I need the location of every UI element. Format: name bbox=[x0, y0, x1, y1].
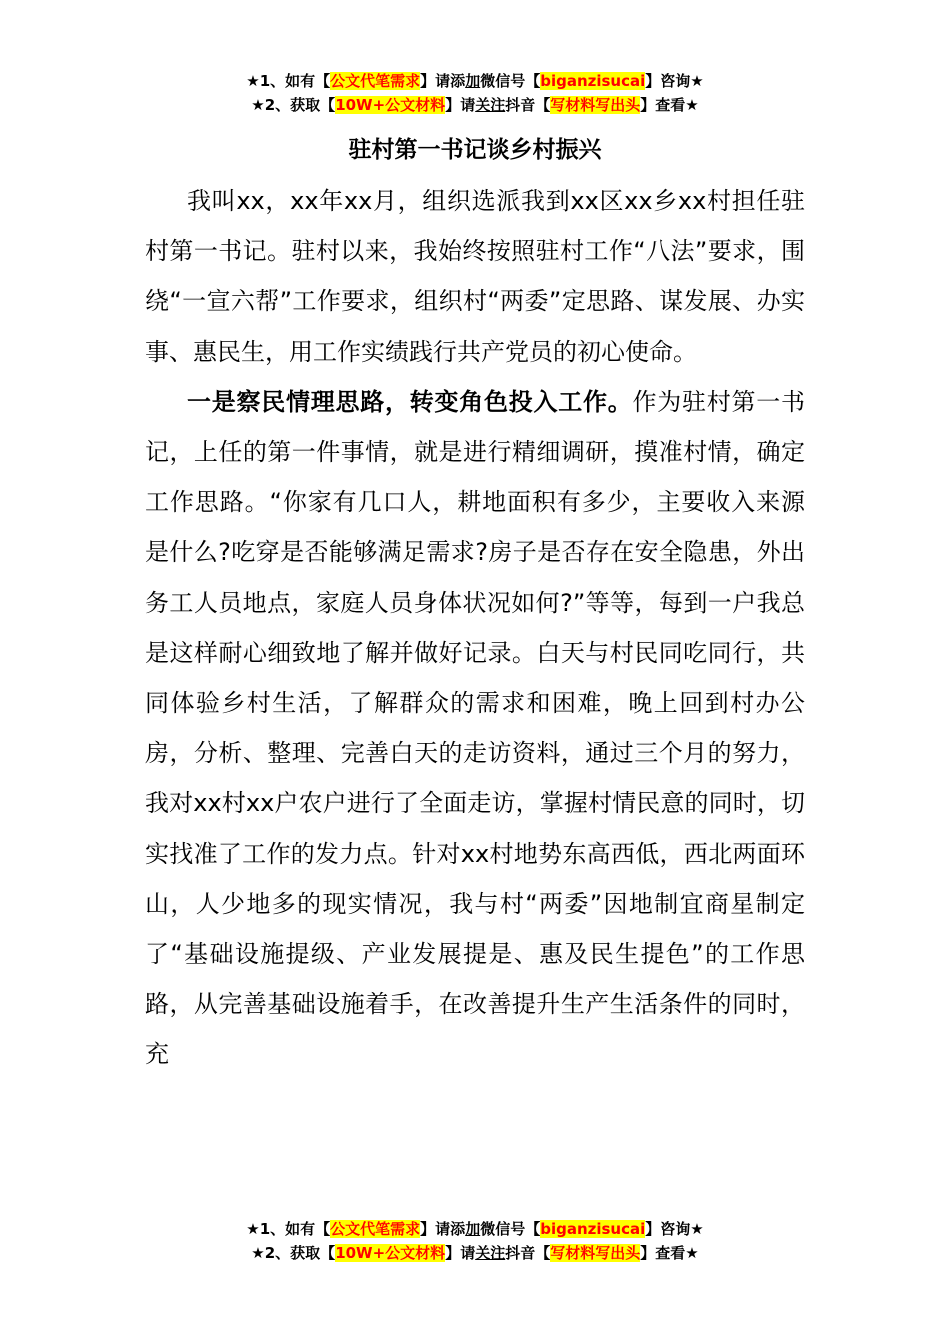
promo-footer bbox=[0, 1218, 950, 1266]
wechat-id-highlight: biganzisucai bbox=[540, 72, 646, 90]
promo-text: 抖音【 bbox=[505, 96, 551, 114]
promo-header bbox=[0, 70, 950, 118]
promo-line-2 bbox=[0, 94, 950, 118]
promo-text: 微信号【 bbox=[480, 72, 541, 90]
paragraph-intro: 我叫xx，xx年xx月，组织选派我到xx区xx乡xx村担任驻村第一书记。驻村以来，我始终按照驻村工作“八法”要求，围绕“一宣六帮”工作要求，组织村“两委”定思路、谋发展、办实事、惠民生，用工作实绩践行共产党员的初心使命。 bbox=[145, 187, 805, 366]
promo-text: ★2、获取【 bbox=[251, 1244, 336, 1262]
promo-text: 】咨询★ bbox=[645, 72, 704, 90]
promo-text: 】查看★ bbox=[640, 96, 699, 114]
promo-text: ★2、获取【 bbox=[251, 96, 336, 114]
promo-line-1 bbox=[0, 1218, 950, 1242]
douyin-id-highlight: 写材料写出头 bbox=[550, 96, 641, 114]
douyin-id-highlight: 写材料写出头 bbox=[550, 1244, 641, 1262]
promo-text: 】请添 bbox=[420, 72, 466, 90]
promo-underlined: 关注 bbox=[475, 96, 506, 114]
section-body: 作为驻村第一书记，上任的第一件事情，就是进行精细调研，摸准村情，确定工作思路。“你家有几口人，耕地面积有多少，主要收入来源是什么?吃穿是否能够满足需求?房子是否存在安全隐患，外出务工人员地点，家庭人员身体状况如何?”等等，每到一户我总是这样耐心细致地了解并做好记录。白天与村民同吃同行，共同体验乡村生活，了解群众的需求和困难，晚上回到村办公房，分析、整理、完善白天的走访资料，通过三个月的努力，我对xx村xx户农户进行了全面走访，掌握村情民意的同时，切实找准了工作的发力点。针对xx村地势东高西低，西北两面环山，人少地多的现实情况，我与村“两委”因地制宜商星制定了“基础设施提级、产业发展提是、惠及民生提色”的工作思路，从完善基础设施着手，在改善提升生产生活条件的同时，充 bbox=[145, 387, 805, 1069]
promo-text: 抖音【 bbox=[505, 1244, 551, 1262]
promo-highlight: 公文代笔需求 bbox=[330, 72, 421, 90]
promo-text: 】请 bbox=[445, 96, 476, 114]
promo-highlight: 10W+公文材料 bbox=[335, 96, 446, 114]
promo-text: ★1、如有【 bbox=[246, 1220, 331, 1238]
promo-line-1 bbox=[0, 70, 950, 94]
promo-text: 微信号【 bbox=[480, 1220, 541, 1238]
promo-text: 】查看★ bbox=[640, 1244, 699, 1262]
document-title: 驻村第一书记谈乡村振兴 bbox=[348, 137, 602, 163]
promo-highlight: 10W+公文材料 bbox=[335, 1244, 446, 1262]
promo-underlined: 加 bbox=[465, 1220, 481, 1238]
promo-text: 】请添 bbox=[420, 1220, 466, 1238]
promo-text: ★1、如有【 bbox=[246, 72, 331, 90]
promo-underlined: 加 bbox=[465, 72, 481, 90]
promo-underlined: 关注 bbox=[475, 1244, 506, 1262]
promo-text: 】请 bbox=[445, 1244, 476, 1262]
promo-text: 】咨询★ bbox=[645, 1220, 704, 1238]
paragraph-section-1 bbox=[145, 377, 805, 1080]
promo-line-2 bbox=[0, 1242, 950, 1266]
document-body bbox=[145, 176, 805, 1080]
promo-highlight: 公文代笔需求 bbox=[330, 1220, 421, 1238]
wechat-id-highlight: biganzisucai bbox=[540, 1220, 646, 1238]
section-heading: 一是察民情理思路，转变角色投入工作。 bbox=[187, 387, 633, 416]
